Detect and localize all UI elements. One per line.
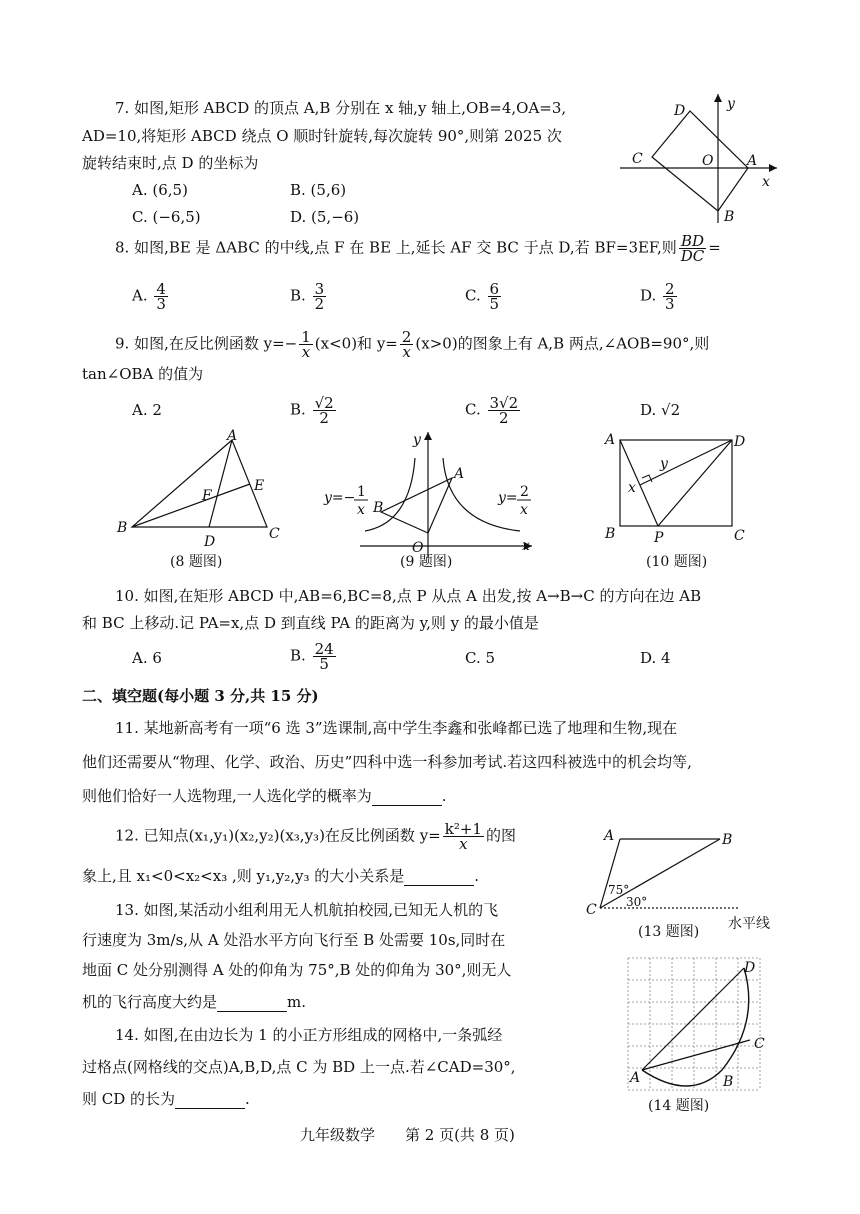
fig9-right-den: x (520, 502, 528, 518)
q14-answer-blank[interactable] (175, 1094, 245, 1109)
q12-answer-blank[interactable] (404, 871, 474, 886)
q9-option-d: D. √2 (640, 401, 681, 419)
q10-option-d: D. 4 (640, 649, 671, 667)
q7-option-c: C. (−6,5) (132, 208, 201, 226)
fig9-right-function: y= (498, 490, 518, 506)
q11-answer-blank[interactable] (372, 791, 442, 806)
q8-stem: 8. 如图,BE 是 ΔABC 的中线,点 F 在 BE 上,延长 AF 交 BC 于点 D,若 BF=3EF,则 (115, 238, 677, 257)
q7-option-a: A. (6,5) (132, 181, 188, 199)
q14-line1: 14. 如图,在由边长为 1 的小正方形组成的网格中,一条弧经 (115, 1026, 503, 1044)
fig9-caption: (9 题图) (400, 554, 453, 570)
page-footer: 九年级数学 第 2 页(共 8 页) (300, 1126, 515, 1144)
fig14-label-d: D (744, 960, 756, 976)
fig10-label-b: B (605, 526, 616, 542)
fig7-label-y: y (727, 96, 735, 112)
fig8-label-b: B (117, 520, 128, 536)
q13-line4: 机的飞行高度大约是 m. (82, 993, 307, 1011)
q14-line2: 过格点(网格线的交点)A,B,D,点 C 为 BD 上一点.若∠CAD=30°, (82, 1058, 516, 1076)
fig8-label-d: D (204, 534, 216, 550)
fig10-label-x: x (628, 480, 636, 496)
q11-line1: 11. 某地新高考有一项“6 选 3”选课制,高中学生李鑫和张峰都已选了地理和生物,现在 (115, 719, 678, 737)
fig9-label-y: y (413, 432, 421, 448)
q9-option-c: C. $\frac{3√2}{2}$ (465, 394, 519, 427)
fig7-label-a: A (747, 153, 758, 169)
fig10-label-d: D (734, 434, 746, 450)
q8-frac-num: BD (679, 234, 707, 249)
figure-q8 (112, 428, 292, 576)
fig14-label-b: B (723, 1074, 734, 1090)
fig8-label-a: A (227, 428, 238, 444)
figure-q10 (600, 428, 760, 576)
q12-line1: 12. 已知点(x₁,y₁)(x₂,y₂)(x₃,y₃)在反比例函数 y= $\frac{\text{k²+1}}{x}$ 的图 (115, 820, 516, 853)
fig7-label-b: B (724, 209, 735, 225)
fig14-label-c: C (754, 1036, 765, 1052)
q7-option-b: B. (5,6) (290, 181, 347, 199)
fig9-right-num: 2 (520, 484, 529, 500)
q13-answer-blank[interactable] (217, 997, 287, 1012)
q10-line2: 和 BC 上移动.记 PA=x,点 D 到直线 PA 的距离为 y,则 y 的最小值是 (82, 614, 539, 632)
figure-q7 (612, 88, 787, 230)
q8-option-d: D. $\frac{2}{3}$ (640, 280, 675, 313)
fig9-left-num: 1 (357, 484, 366, 500)
fig7-label-d: D (674, 103, 686, 119)
q10-option-b: B. $\frac{24}{5}$ (290, 640, 334, 673)
fig14-caption: (14 题图) (648, 1098, 710, 1114)
fig9-label-b: B (373, 500, 384, 516)
fig13-label-b: B (722, 832, 733, 848)
q8-text (115, 234, 721, 263)
fig14-grid (628, 958, 760, 1090)
fig9-left-function: y=− (324, 490, 356, 506)
fig13-label-a: A (604, 828, 615, 844)
figure-q13 (580, 824, 790, 942)
fig8-label-e: E (254, 478, 265, 494)
q9-option-b: B. $\frac{√2}{2}$ (290, 394, 334, 427)
figure-q14 (620, 952, 780, 1120)
q9-line1: 9. 如图,在反比例函数 y=− $\frac{1}{x}$ (x<0)和 y= $\frac{2}{x}$ (x>0)的图象上有 A,B 两点,∠AOB=90°,则 (115, 328, 710, 361)
q8-option-b: B. $\frac{3}{2}$ (290, 280, 325, 313)
q13-line3: 地面 C 处分别测得 A 处的仰角为 75°,B 处的仰角为 30°,则无人 (82, 961, 512, 979)
fig13-caption: (13 题图) (638, 924, 700, 940)
section-title: 二、填空题(每小题 3 分,共 15 分) (82, 687, 319, 705)
fig14-label-a: A (630, 1070, 641, 1086)
fig13-horizontal-label: 水平线 (728, 916, 770, 932)
q8-option-a: A. $\frac{4}{3}$ (132, 280, 166, 313)
q7-line3: 旋转结束时,点 D 的坐标为 (82, 154, 259, 172)
q10-line1: 10. 如图,在矩形 ABCD 中,AB=6,BC=8,点 P 从点 A 出发,按 A→B→C 的方向在边 AB (115, 587, 702, 605)
q7-line2: AD=10,将矩形 ABCD 绕点 O 顺时针旋转,每次旋转 90°,则第 2025 次 (82, 127, 562, 145)
fig7-label-x: x (762, 174, 770, 190)
q12-line2: 象上,且 x₁<0<x₂<x₃ ,则 y₁,y₂,y₃ 的大小关系是 . (82, 867, 480, 885)
fig9-label-a: A (454, 466, 465, 482)
q9-line2: tan∠OBA 的值为 (82, 365, 204, 383)
q10-option-c: C. 5 (465, 649, 496, 667)
q7-line1: 7. 如图,矩形 ABCD 的顶点 A,B 分别在 x 轴,y 轴上,OB=4,OA=3, (115, 99, 567, 117)
q8-fraction (679, 234, 707, 263)
q11-line2: 他们还需要从“物理、化学、政治、历史”四科中选一科参加考试.若这四科被选中的机会均等, (82, 753, 692, 771)
fig10-caption: (10 题图) (646, 554, 708, 570)
fig10-label-p: P (654, 530, 664, 546)
q13-line2: 行速度为 3m/s,从 A 处沿水平方向飞行至 B 处需要 10s,同时在 (82, 931, 506, 949)
fig8-caption: (8 题图) (170, 554, 223, 570)
q10-option-a: A. 6 (132, 649, 162, 667)
q11-line3: 则他们恰好一人选物理,一人选化学的概率为 . (82, 787, 447, 805)
fig13-angle-30: 30° (626, 895, 648, 909)
fig7-label-c: C (632, 151, 643, 167)
fig8-label-f: F (202, 488, 212, 504)
q13-line1: 13. 如图,某活动小组利用无人机航拍校园,已知无人机的飞 (115, 901, 499, 919)
q7-option-d: D. (5,−6) (290, 208, 360, 226)
q8-eq: = (708, 238, 721, 257)
fig8-label-c: C (269, 526, 280, 542)
fig9-label-x: x (522, 538, 530, 554)
fig10-label-a: A (605, 432, 616, 448)
fig13-label-c: C (586, 902, 597, 918)
figure-q9 (320, 428, 540, 576)
q8-frac-den: DC (680, 247, 705, 265)
fig13-angle-75: 75° (608, 883, 630, 897)
fig10-label-y: y (660, 456, 668, 472)
q8-option-c: C. $\frac{6}{5}$ (465, 280, 500, 313)
fig9-label-o: O (412, 540, 424, 556)
q14-line3: 则 CD 的长为 . (82, 1090, 250, 1108)
q9-option-a: A. 2 (132, 401, 162, 419)
fig7-label-o: O (702, 153, 714, 169)
fig9-left-den: x (357, 502, 365, 518)
fig10-label-c: C (734, 528, 745, 544)
